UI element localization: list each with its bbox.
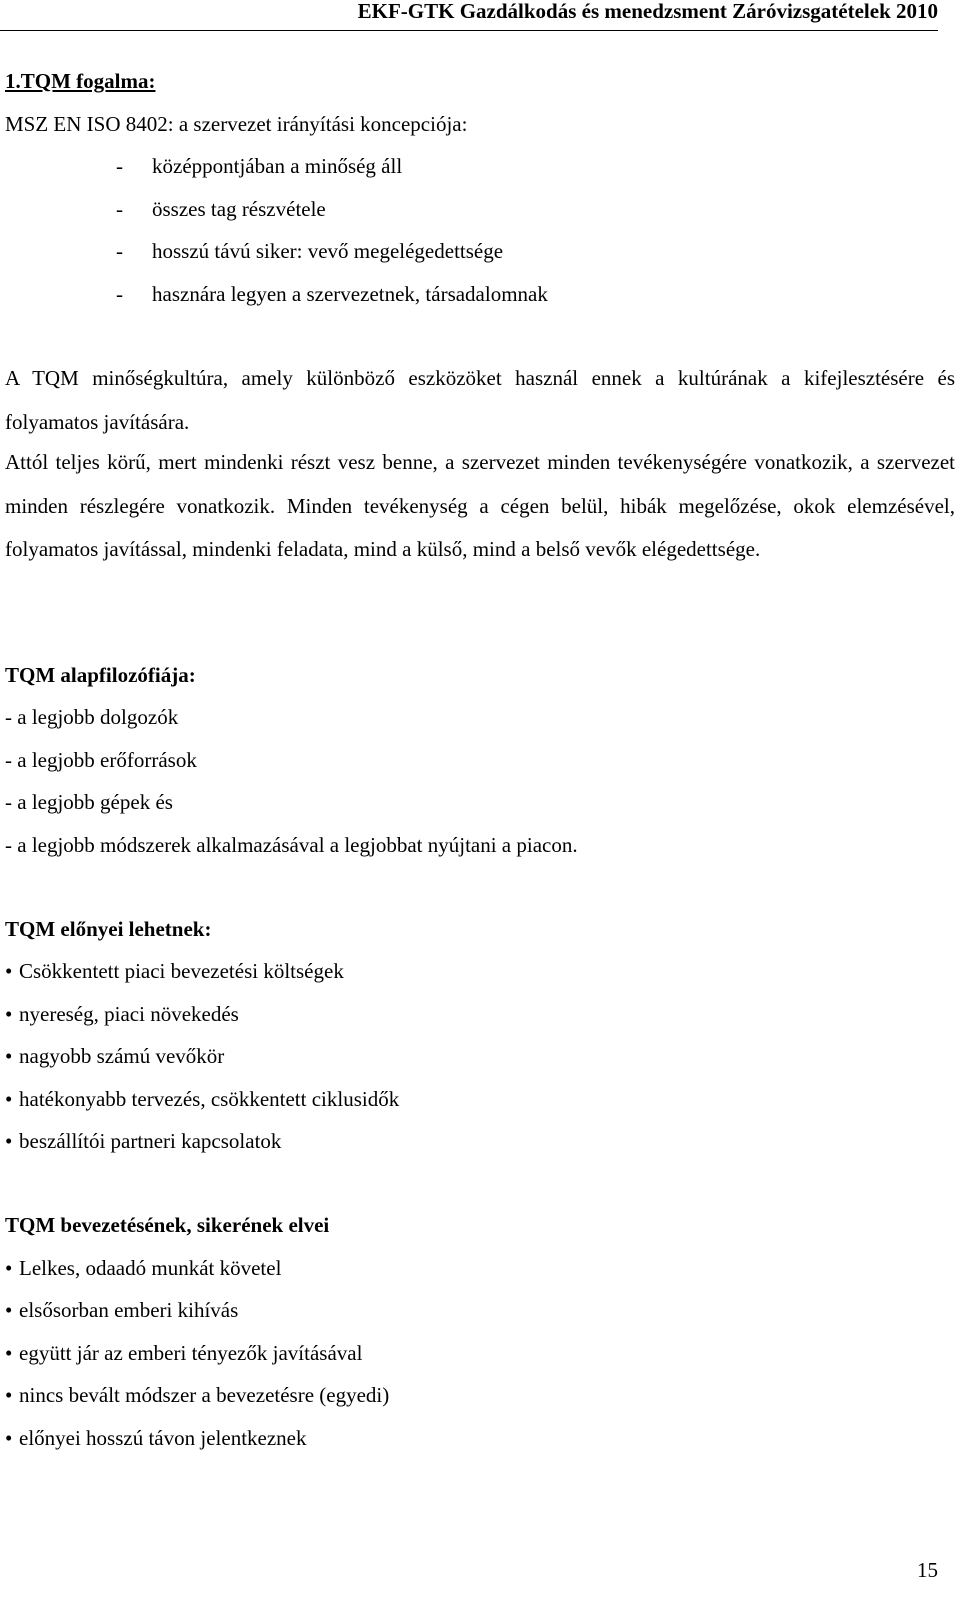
philosophy-item: - a legjobb erőforrások [5,748,197,772]
section-heading-tqm-definition: 1.TQM fogalma: [5,69,156,93]
dash-icon: - [116,239,123,263]
principle-item: • előnyei hosszú távon jelentkeznek [5,1426,307,1450]
section-heading-philosophy: TQM alapfilozófiája: [5,663,196,687]
header-rule [0,30,938,31]
paragraph-tqm-scope: Attól teljes körű, mert mindenki részt vesz benne, a szervezet minden tevékenységére vonatkozik, a szervezet minden részlegére vonatkozik. Minden tevékenység a cégen belül, hibák megelőzése, okok elemzésével, folyamatos javítással, mindenki feladata, mind a külső, mind a belső vevők elégedettsége. [5,450,955,561]
advantage-item: • Csökkentett piaci bevezetési költségek [5,959,344,983]
principle-item: • nincs bevált módszer a bevezetésre (egyedi) [5,1383,390,1407]
bullet-icon: • [5,1129,13,1153]
bullet-icon: • [5,1087,13,1111]
advantage-item: • hatékonyabb tervezés, csökkentett ciklusidők [5,1087,400,1111]
bullet-icon: • [5,1256,13,1280]
philosophy-item: - a legjobb módszerek alkalmazásával a legjobbat nyújtani a piacon. [5,833,578,857]
page-number: 15 [917,1558,938,1582]
philosophy-item: - a legjobb gépek és [5,790,173,814]
bullet-icon: • [5,1002,13,1026]
bullet-icon: • [5,1341,13,1365]
bullet-icon: • [5,1383,13,1407]
bullet-icon: • [5,1044,13,1068]
principle-item: • együtt jár az emberi tényezők javításával [5,1341,363,1365]
paragraph-tqm-culture: A TQM minőségkultúra, amely különböző eszközöket használ ennek a kultúrának a kifejlesztésére és folyamatos javítására. [5,366,955,434]
advantage-item: • nagyobb számú vevőkör [5,1044,225,1068]
page-header: EKF-GTK Gazdálkodás és menedzsment Záróvizsgatételek 2010 [357,0,938,23]
dash-icon: - [116,282,123,306]
bullet-icon: • [5,1426,13,1450]
section-heading-advantages: TQM előnyei lehetnek: [5,917,212,941]
philosophy-item: - a legjobb dolgozók [5,705,179,729]
advantage-item: • beszállítói partneri kapcsolatok [5,1129,282,1153]
dash-icon: - [116,197,123,221]
dash-icon: - [116,154,123,178]
principle-item: • Lelkes, odaadó munkát követel [5,1256,282,1280]
definition-intro: MSZ EN ISO 8402: a szervezet irányítási koncepciója: [5,112,468,136]
principle-item: • elsősorban emberi kihívás [5,1298,239,1322]
advantage-item: • nyereség, piaci növekedés [5,1002,239,1026]
bullet-icon: • [5,959,13,983]
bullet-icon: • [5,1298,13,1322]
section-heading-principles: TQM bevezetésének, sikerének elvei [5,1213,330,1237]
